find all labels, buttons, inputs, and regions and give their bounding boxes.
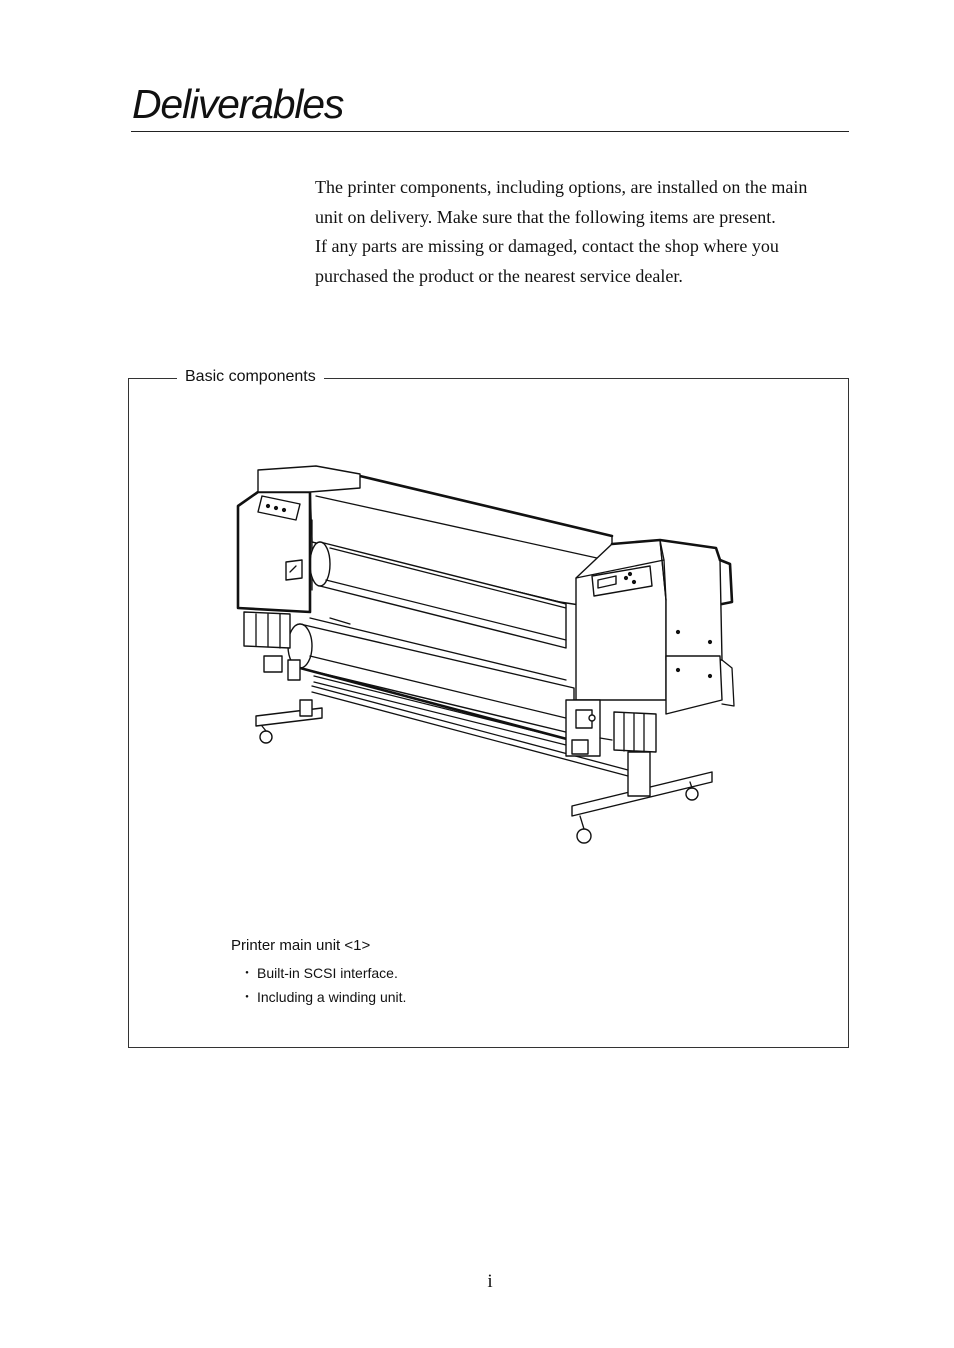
printer-illustration-icon: [230, 460, 740, 850]
page-number: i: [487, 1271, 493, 1292]
list-item: [240, 985, 406, 1009]
title-divider: [131, 131, 849, 132]
intro-line: If any parts are missing or damaged, contact the shop where you: [315, 236, 779, 256]
right-side-unit: [576, 540, 734, 714]
intro-line: The printer components, including options, are installed on the main: [315, 177, 808, 197]
page-title: Deliverables: [132, 81, 344, 127]
feature-list: [240, 961, 406, 1009]
intro-line: purchased the product or the nearest service dealer.: [315, 265, 683, 286]
intro-line: unit on delivery. Make sure that the following items are present.: [315, 206, 776, 227]
basic-components-label: Basic components: [177, 367, 324, 387]
intro-paragraph: [315, 173, 855, 291]
right-ink-cartridges: [566, 700, 656, 756]
printer-main-unit-caption: Printer main unit <1>: [231, 937, 371, 954]
list-item-text: Built-in SCSI interface.: [257, 965, 398, 981]
list-item: [240, 961, 406, 985]
bullet-mark: ・: [240, 989, 254, 1005]
bullet-mark: ・: [240, 965, 254, 981]
list-item-text: Including a winding unit.: [257, 989, 407, 1005]
